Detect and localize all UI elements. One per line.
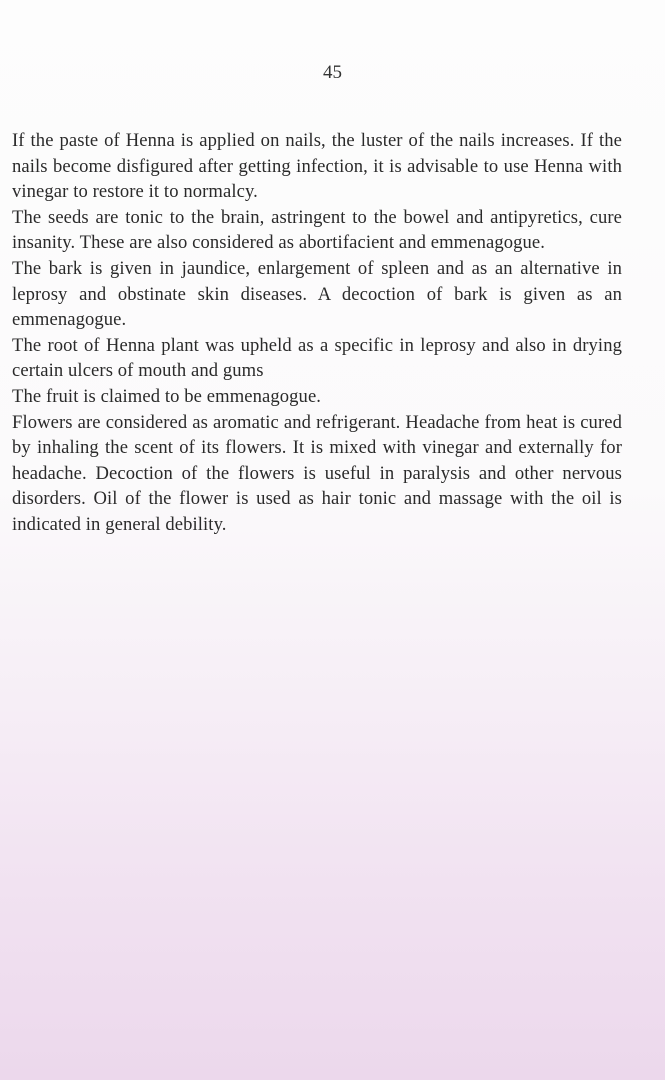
body-text: [12, 128, 622, 538]
paragraph-bark: The bark is given in jaundice, enlargement of spleen and as an alternative in leprosy and obstinate skin diseases. A decoction of bark is given as an emmenagogue.: [12, 257, 622, 331]
page-number: 45: [323, 62, 342, 83]
paragraph-fruit: The fruit is claimed to be emmenagogue.: [12, 385, 322, 407]
paragraph-nails: If the paste of Henna is applied on nails, the luster of the nails increases. If the nails become disfigured after getting infection, it is advisable to use Henna with vinegar to restore it to normalcy.: [12, 130, 622, 203]
paragraph-flowers: Flowers are considered as aromatic and refrigerant. Headache from heat is cured by inhaling the scent of its flowers. It is mixed with vinegar and externally for headache. Decoction of the flowers is useful in paralysis and other nervous disorders. Oil of the flower is used as hair tonic and massage with the oil is indicated in general debility.: [12, 411, 622, 535]
reverse-side-bleed-through: ​: [629, 785, 631, 805]
paragraph-seeds: The seeds are tonic to the brain, astringent to the bowel and antipyretics, cure insanity. These are also considered as abortifacient and emmenagogue.: [12, 206, 622, 254]
paragraph-root: The root of Henna plant was upheld as a specific in leprosy and also in drying certain ulcers of mouth and gums: [12, 334, 622, 382]
